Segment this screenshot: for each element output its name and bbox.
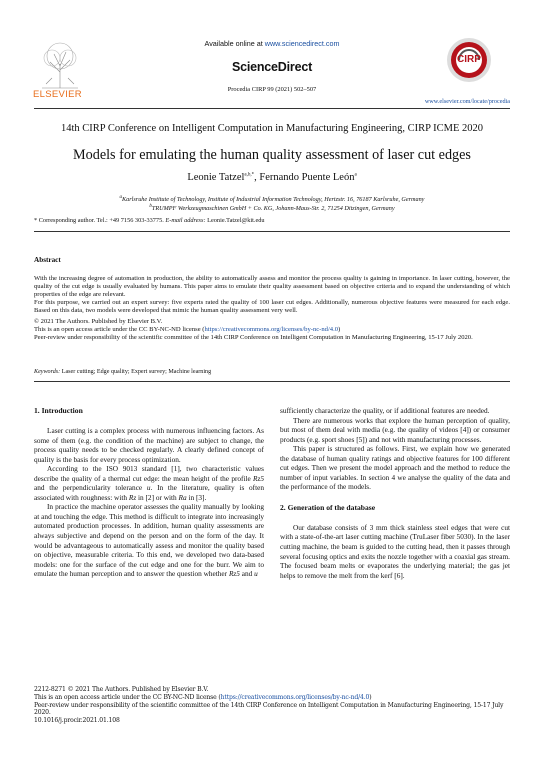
license-line: This is an open access article under the CC BY-NC-ND license (https://creativecommons.org/licenses/by-nc-nd/4.0)	[34, 326, 341, 333]
copyright-line: © 2021 The Authors. Published by Elsevier B.V.	[34, 318, 163, 325]
abstract-paragraph: With the increasing degree of automation in production, the ability to automatically assess and monitor the process quality is gaining in importance. In laser cutting, however, the quality of the cut edge is usually evaluated by humans. This paper aims to emulate their quality assessment based on objective criteria and to expand the understanding of which properties of the edge are relevant.	[34, 275, 510, 298]
footer-license-link[interactable]: https://creativecommons.org/licenses/by-nc-nd/4.0	[220, 693, 370, 701]
footer-doi: 10.1016/j.procir.2021.01.108	[34, 717, 120, 725]
body-paragraph: sufficiently characterize the quality, or if additional features are needed.	[280, 406, 490, 415]
conference-name: 14th CIRP Conference on Intelligent Computation in Manufacturing Engineering, CIRP ICME 2020	[60, 123, 484, 134]
affiliation-a: $^a$Karlsruhe Institute of Technology, Institute of Industrial Information Technology, Hertzstr. 16, 76187 Karlsruhe, Germany	[119, 194, 425, 203]
footer-peer-review: Peer-review under responsibility of the scientific committee of the 14th CIRP Conference on Intelligent Computation in Manufacturing Engineering, 15-17 July 2020.	[34, 701, 504, 717]
author-affiliation-sup: a,b,*	[244, 172, 255, 178]
affiliation-sup: b	[149, 203, 152, 209]
sciencedirect-link[interactable]: www.sciencedirect.com	[264, 39, 340, 48]
body-paragraph: According to the ISO 9013 standard [1], two characteristic values describe the quality of a thermal cut edge: the mean height of the profile Rz5 and the perpendicularity tolerance u. In the literature, quality is often associated with roughness: with Rz in [2] or with Ra in [3].	[34, 464, 264, 502]
keywords-text: Laser cutting; Edge quality; Expert survey; Machine learning	[61, 369, 212, 375]
left-column	[34, 406, 264, 579]
affiliation-b: $^b$TRUMPF Werkzeugmaschinen GmbH + Co. KG, Johann-Maus-Str. 2, 71254 Ditzingen, Germany	[149, 203, 395, 212]
body-paragraph: Our database consists of 3 mm thick stainless steel edges that were cut with a state-of-the-art laser cutting machine (TruLaser fiber 5030). In the laser cutting machine, the beam is guided to the cutting head, then it passes through several focusing optics and exits the nozzle together with a coaxial gas stream. The focused beam melts or evaporates the underlying material; the gas jet helps to remove the melt from the kerf [6].	[280, 522, 510, 580]
email-address[interactable]: Leonie.Tatzel@kit.edu	[207, 217, 265, 224]
sciencedirect-brand: ScienceDirect	[231, 60, 313, 74]
cirp-logo-text: CIRP	[457, 54, 481, 65]
available-online-prefix: Available online at	[204, 39, 265, 48]
header-rule	[34, 108, 510, 109]
paper-title: Models for emulating the human quality assessment of laser cut edges	[73, 147, 471, 163]
abstract-bottom-rule	[34, 381, 510, 382]
body-paragraph: This paper is structured as follows. First, we explain how we generated the database of human quality ratings and objective features for 100 different cut edges. Then we present the model approach and the method to reduce the number of input variables. In section 4 we analyse the quality of the data and the performance of the models.	[280, 444, 510, 492]
author-separator: ,	[254, 172, 260, 183]
peer-review-line: Peer-review under responsibility of the scientific committee of the 14th CIRP Conference on Intelligent Computation in Manufacturing Engineering, 15-17 July 2020.	[34, 334, 473, 341]
author-line	[0, 172, 544, 183]
cirp-logo	[446, 37, 492, 83]
right-column	[280, 406, 510, 580]
email-label: E-mail address:	[165, 217, 206, 224]
footer-license: This is an open access article under the CC BY-NC-ND license (https://creativecommons.org/licenses/by-nc-nd/4.0)	[34, 693, 372, 701]
body-paragraph: In practice the machine operator assesses the quality manually by looking at and touching the edge. This method is difficult to integrate into increasingly automated production processes. In addition, human quality assessments are always subjective and depend on the person and on the form of the day. It would be advantageous to automatically assess and monitor the quality based on objective, measurable criteria. To this end, we developed two data-based models: one for the surface of the cut edge and one for the burr. We aim to emulate the human perception and to answer the question whether Rz5 and u	[34, 502, 264, 579]
keywords-line	[34, 369, 211, 375]
affiliation-sup: a	[119, 194, 123, 200]
abstract-heading: Abstract	[34, 256, 61, 264]
journal-citation: Procedia CIRP 99 (2021) 502–507	[227, 86, 317, 93]
intro-text	[34, 426, 264, 579]
database-text	[280, 523, 510, 580]
author-affiliation-sup: a	[354, 172, 357, 178]
body-paragraph: There are numerous works that explore the human perception of quality, but most of them deal with media (e.g. the quality of videos [4]) or consumer products (e.g. sport shoes [5]) and not with manufacturing processes.	[280, 415, 510, 444]
license-link[interactable]: https://creativecommons.org/licenses/by-nc-nd/4.0	[204, 326, 339, 333]
section-heading: 1. Introduction	[34, 406, 83, 415]
body-paragraph: Laser cutting is a complex process with numerous influencing factors. As some of them (e.g. the condition of the machine) are subject to change, the process quality needs to be checked regularly. A clearly defined concept of quality is the basis for every process optimization.	[34, 426, 264, 464]
intro-text-continued	[280, 406, 510, 492]
elsevier-wordmark: ELSEVIER	[33, 89, 82, 100]
footer	[34, 686, 510, 725]
corresponding-author: * Corresponding author. Tel.: +49 7156 303-33775. E-mail address: Leonie.Tatzel@kit.edu	[34, 217, 265, 224]
abstract-top-rule	[34, 231, 510, 232]
abstract-paragraph: For this purpose, we carried out an expert survey: five experts rated the quality of 100 laser cut edges. Additionally, numerous objective features were measured for each edge. Based on this data, two models were developed that mimic the human quality assessment very well.	[34, 299, 510, 314]
abstract-body	[34, 275, 510, 342]
author-name: Fernando Puente León	[259, 172, 355, 183]
journal-url[interactable]: www.elsevier.com/locate/procedia	[424, 98, 510, 105]
footer-issn: 2212-8271 © 2021 The Authors. Published by Elsevier B.V.	[34, 686, 209, 693]
author-name: Leonie Tatzel	[187, 172, 245, 183]
section-heading: 2. Generation of the database	[280, 502, 376, 512]
keywords-label: Keywords:	[34, 369, 61, 375]
